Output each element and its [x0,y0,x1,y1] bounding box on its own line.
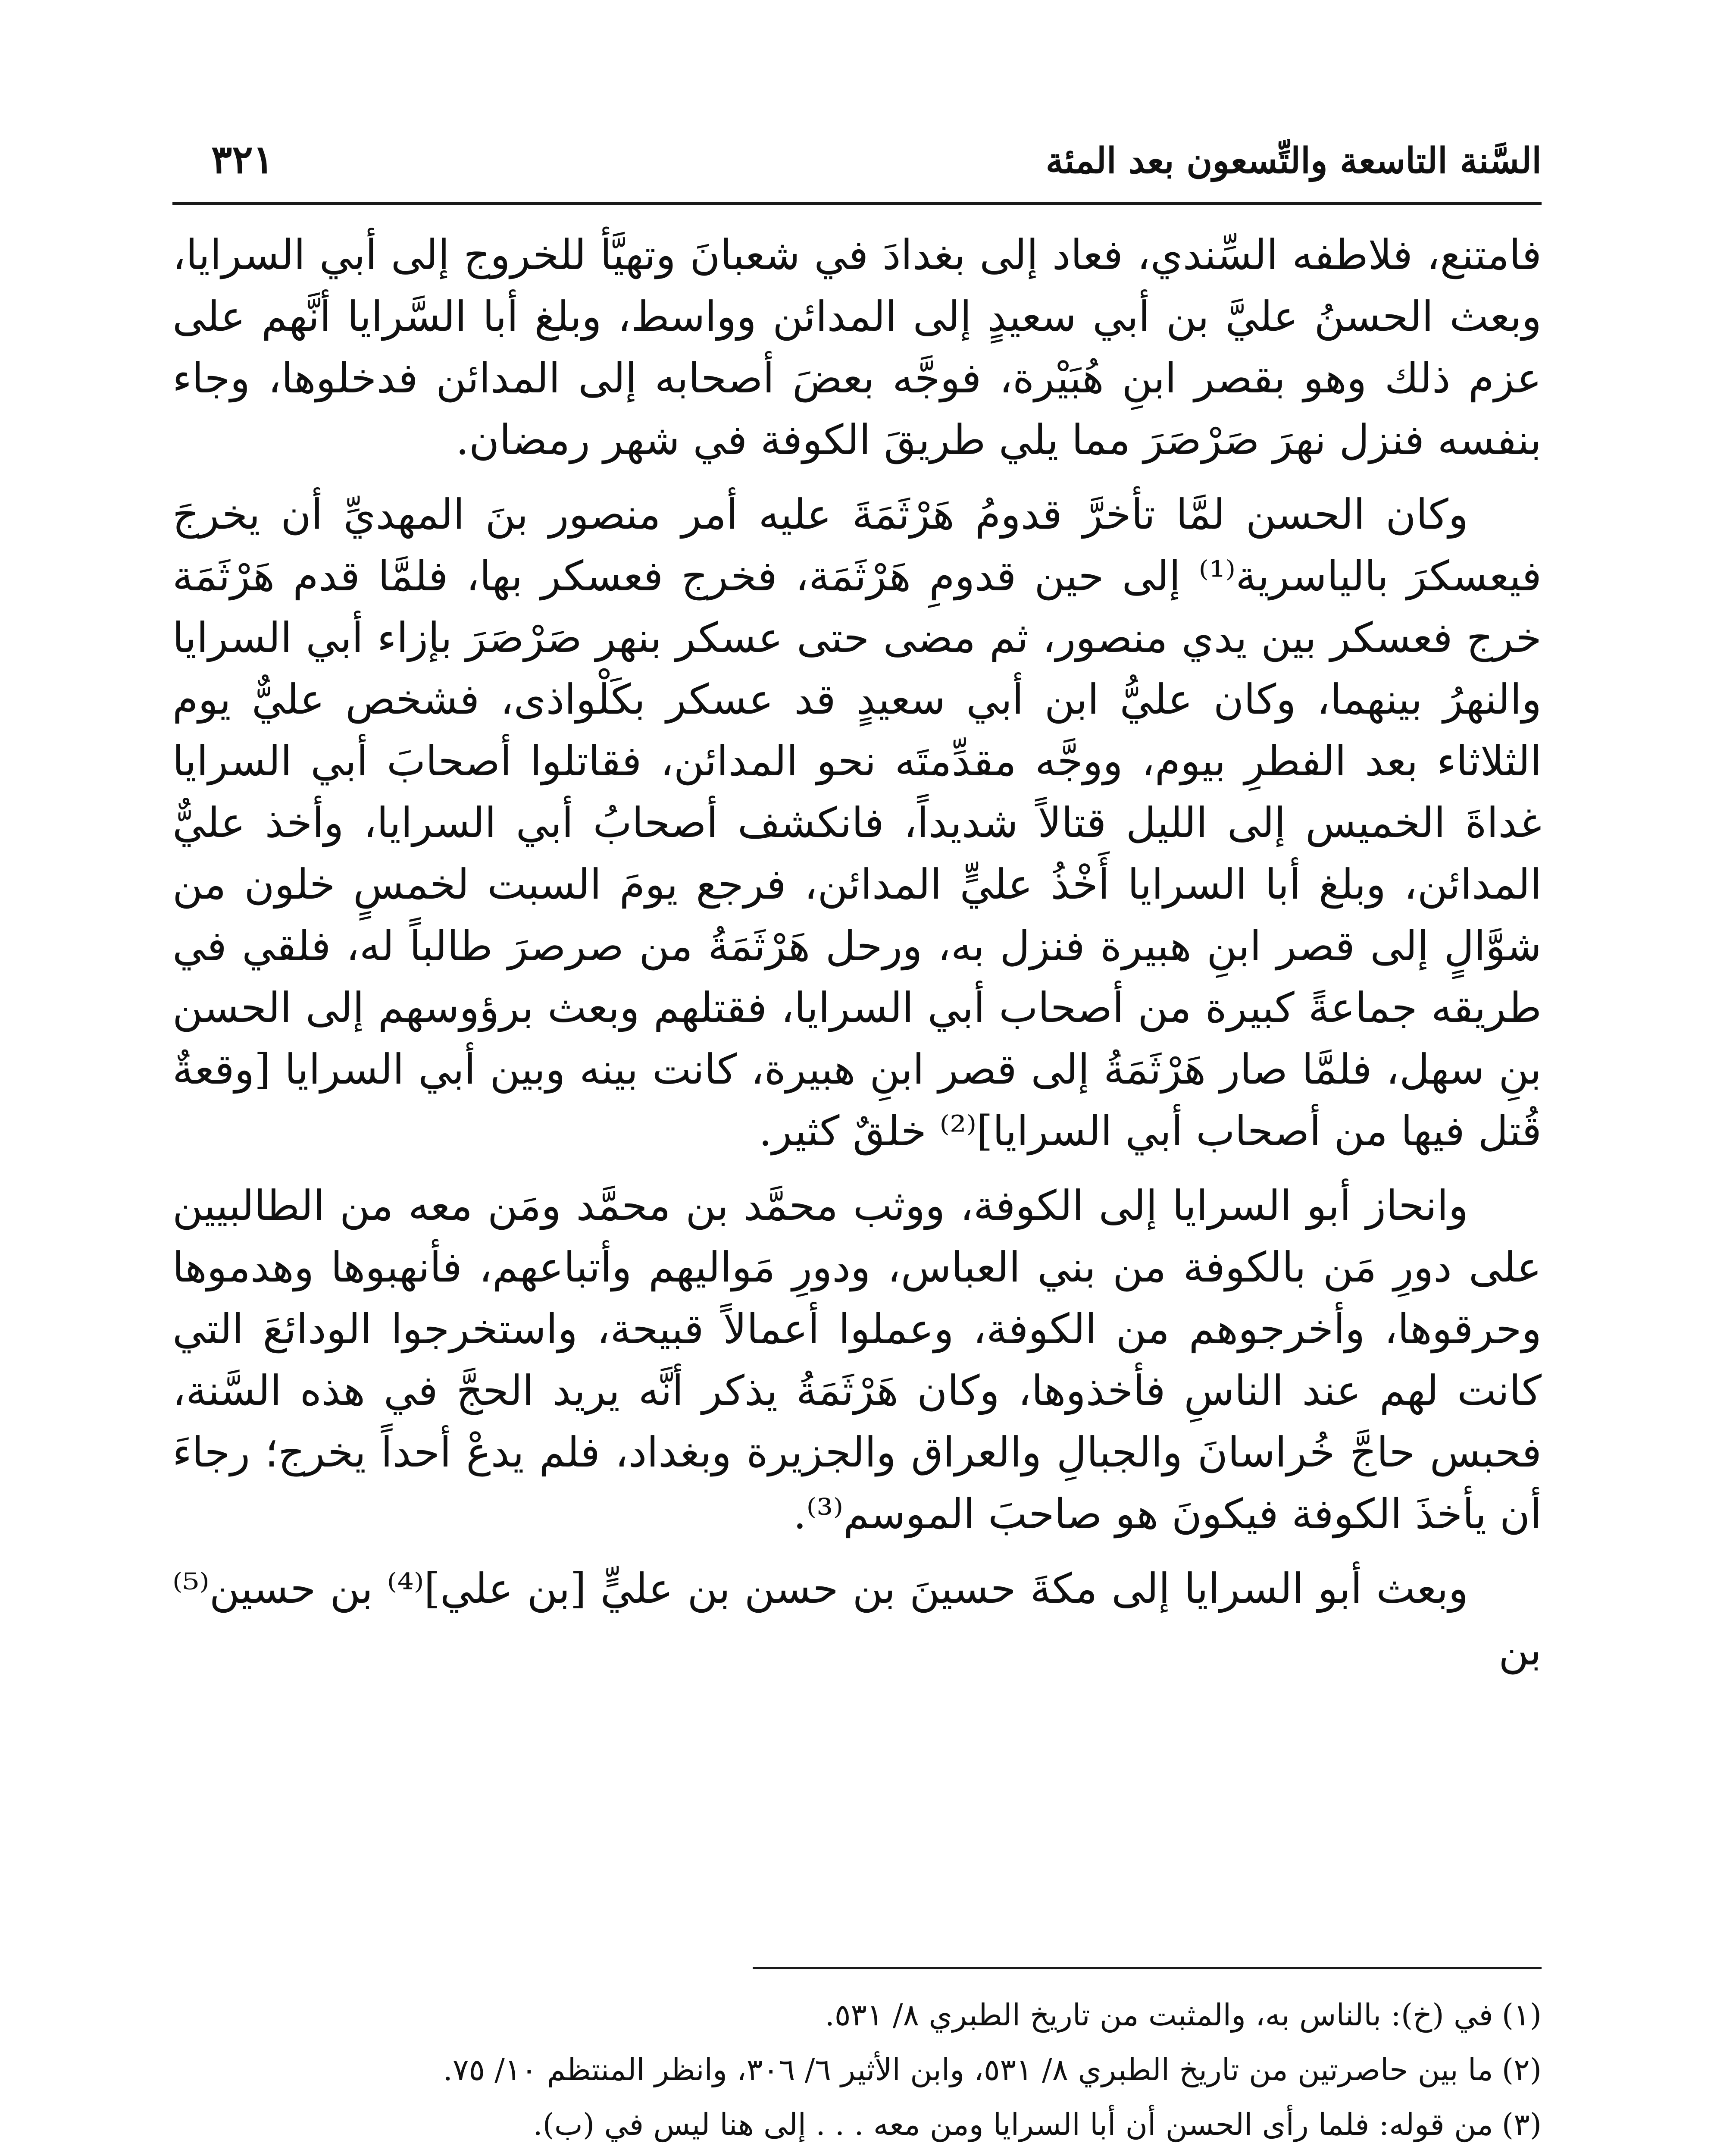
footnote-text: ما بين حاصرتين من تاريخ الطبري ٨/ ٥٣١، وابن الأثير ٦/ ٣٠٦، وانظر المنتظم ١٠/ ٧٥. [443,2052,1493,2087]
paragraph: وكان الحسن لمَّا تأخرَّ قدومُ هَرْثَمَةَ عليه أمر منصور بنَ المهديِّ أن يخرجَ فيعسكرَ بالياسرية⁽¹⁾ إلى حين قدومِ هَرْثَمَة، فخرج فعسكر بها، فلمَّا قدم هَرْثَمَة خرج فعسكر بين يدي منصور، ثم مضى حتى عسكر بنهر صَرْصَرَ بإزاء أبي السرايا والنهرُ بينهما، وكان عليُّ ابن أبي سعيدٍ قد عسكر بكَلْواذى، فشخص عليٌّ يوم الثلاثاء بعد الفطرِ بيوم، ووجَّه مقدِّمتَه نحو المدائن، فقاتلوا أصحابَ أبي السرايا غداةَ الخميس إلى الليل قتالاً شديداً، فانكشف أصحابُ أبي السرايا، وأخذ عليٌّ المدائن، وبلغ أبا السرايا أَخْذُ عليٍّ المدائن، فرجع يومَ السبت لخمسٍ خلون من شوَّالٍ إلى قصر ابنِ هبيرة فنزل به، ورحل هَرْثَمَةُ من صرصرَ طالباً له، فلقي في طريقه جماعةً كبيرة من أصحاب أبي السرايا، فقتلهم وبعث برؤوسهم إلى الحسن بنِ سهل، فلمَّا صار هَرْثَمَةُ إلى قصر ابنِ هبيرة، كانت بينه وبين أبي السرايا [وقعةٌ قُتل فيها من أصحاب أبي السرايا]⁽²⁾ خلقٌ كثير. [172,490,1542,1155]
footnote [172,2043,1542,2097]
footnote-text: في (خ): بالناس به، والمثبت من تاريخ الطبري ٨/ ٥٣١. [825,1997,1493,2033]
footnotes [172,1988,1542,2156]
footnote-divider [753,1967,1542,1969]
paragraph: فامتنع، فلاطفه السِّندي، فعاد إلى بغدادَ في شعبانَ وتهيَّأ للخروج إلى أبي السرايا، وبعث الحسنُ عليَّ بن أبي سعيدٍ إلى المدائن وواسط، وبلغ أبا السَّرايا أنَّهم على عزم ذلك وهو بقصر ابنِ هُبَيْرة، فوجَّه بعضَ أصحابه إلى المدائن فدخلوها، وجاء بنفسه فنزل نهرَ صَرْصَرَ مما يلي طريقَ الكوفة في شهر رمضان. [172,231,1542,464]
paragraph: وانحاز أبو السرايا إلى الكوفة، ووثب محمَّد بن محمَّد ومَن معه من الطالبيين على دورِ مَن بالكوفة من بني العباس، ودورِ مَواليهم وأتباعهم، فأنهبوها وهدموها وحرقوها، وأخرجوهم من الكوفة، وعملوا أعمالاً قبيحة، واستخرجوا الودائعَ التي كانت لهم عند الناسِ فأخذوها، وكان هَرْثَمَةُ يذكر أنَّه يريد الحجَّ في هذه السَّنة، فحبس حاجَّ خُراسانَ والجبالِ والعراق والجزيرة وبغداد، فلم يدعْ أحداً يخرج؛ رجاءَ أن يأخذَ الكوفة فيكونَ هو صاحبَ الموسم⁽³⁾. [172,1181,1542,1538]
footnote-number: (٣) [1501,2107,1542,2142]
paragraph: وبعث أبو السرايا إلى مكةَ حسينَ بن حسن بن عليٍّ [بن علي]⁽⁴⁾ بن حسين⁽⁵⁾ بن [172,1564,1542,1674]
footnote [172,1988,1542,2043]
page-number: ٣٢١ [211,137,274,182]
main-text [172,224,1542,1694]
footnote-text: من قوله: فلما رأى الحسن أن أبا السرايا ومن معه . . . إلى هنا ليس في (ب). [533,2107,1493,2142]
running-title: السَّنة التاسعة والتِّسعون بعد المئة [1045,140,1542,182]
footnote-number: (١) [1501,1997,1542,2033]
footnote-number: (٢) [1501,2052,1542,2087]
footnote [172,2097,1542,2152]
running-header [172,123,1542,196]
header-divider [172,202,1542,205]
footnote [172,2152,1542,2156]
